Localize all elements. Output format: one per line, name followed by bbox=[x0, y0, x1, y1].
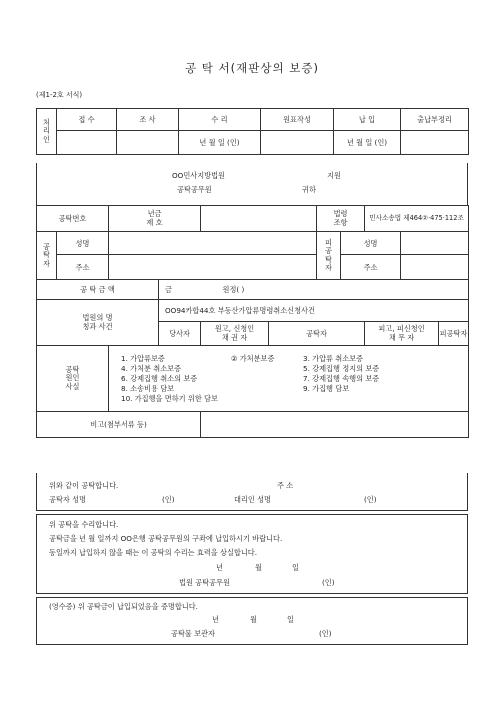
party-label: 당사자 bbox=[159, 322, 201, 346]
depositor-seal: (인) bbox=[162, 495, 175, 504]
investigation-cell[interactable] bbox=[117, 131, 179, 155]
case-depositor-label: 공탁자 bbox=[269, 322, 365, 346]
amount-prefix: 금 bbox=[165, 285, 172, 294]
acceptance-text: 위 공탁을 수리합니다. bbox=[49, 520, 119, 529]
expiry-notice: 동일까지 납입하지 않을 때는 이 공탁의 수리는 효력을 상실합니다. bbox=[49, 548, 258, 557]
receipt-year: 년 bbox=[212, 615, 219, 624]
header-investigation: 조 사 bbox=[117, 109, 179, 131]
cause-item[interactable]: 5. 강제집행 정지의 보증 bbox=[303, 363, 380, 373]
amount-suffix: 원정( ) bbox=[222, 285, 245, 294]
receipt-block bbox=[36, 597, 468, 645]
cause-label: 공탁 원인 사실 bbox=[37, 346, 109, 412]
cause-item[interactable]: 7. 강제집행 속행의 보증 bbox=[303, 373, 380, 383]
payment-date-cell[interactable]: 년 월 일 (인) bbox=[334, 131, 401, 155]
acceptance-date-cell[interactable]: 년 월 일 (인) bbox=[179, 131, 261, 155]
depositee-label: 피 공 탁 자 bbox=[317, 232, 341, 280]
officer-label: 공탁공무원 bbox=[177, 185, 212, 194]
amount-label: 공 탁 금 액 bbox=[37, 280, 159, 300]
cause-item[interactable]: 6. 강제집행 취소의 보증 bbox=[121, 373, 198, 383]
cause-item[interactable]: 10. 가집행을 면하기 위한 담보 bbox=[121, 393, 218, 403]
remarks-label: 비고(첨부서류 등) bbox=[37, 412, 201, 438]
case-label: 법원의 명 칭과 사건 bbox=[37, 300, 159, 346]
depositee-name-label: 성명 bbox=[341, 232, 401, 255]
cause-item[interactable]: 3. 가압류 취소보증 bbox=[303, 353, 364, 363]
honorific-label: 귀하 bbox=[302, 185, 316, 194]
addressee-block bbox=[36, 163, 468, 205]
depositee-name-field[interactable] bbox=[401, 232, 469, 255]
cause-item[interactable]: 9. 가집행 담보 bbox=[303, 383, 350, 393]
law-label: 법령 조항 bbox=[317, 206, 365, 232]
receipt-month: 월 bbox=[250, 615, 257, 624]
depositor-address-label: 주소 bbox=[57, 255, 109, 280]
acceptance-month: 월 bbox=[255, 563, 262, 572]
depositor-address-field[interactable] bbox=[109, 255, 317, 280]
acceptance-block bbox=[36, 514, 468, 594]
depositor-label: 공 탁 자 bbox=[37, 232, 57, 280]
plaintiff-label: 원고, 신청인 채 권 자 bbox=[201, 322, 269, 346]
deposit-number-field[interactable] bbox=[201, 206, 317, 232]
depositor-name-label: 성명 bbox=[57, 232, 109, 255]
header-ledger: 출납부정리 bbox=[401, 109, 469, 131]
document-title: 공 탁 서(재판상의 보증) bbox=[185, 61, 319, 75]
processing-label: 처 리 인 bbox=[37, 109, 57, 155]
custodian-label: 공탁물 보관자 bbox=[171, 629, 215, 638]
header-original-record: 원표작성 bbox=[261, 109, 334, 131]
cause-item[interactable]: 8. 소송비용 담보 bbox=[121, 383, 175, 393]
case-depositee-label: 피공탁자 bbox=[439, 322, 469, 346]
amount-field[interactable] bbox=[159, 280, 469, 300]
declaration-text: 위와 같이 공탁합니다. bbox=[49, 481, 119, 490]
address-label: 주 소 bbox=[277, 481, 294, 490]
original-record-cell[interactable] bbox=[261, 131, 334, 155]
receipt-text: (영수증) 위 공탁금이 납입되었음을 증명합니다. bbox=[49, 602, 198, 611]
court-officer-label: 법원 공탁공무원 bbox=[179, 578, 230, 587]
processing-table bbox=[36, 108, 469, 155]
receipt-cell[interactable] bbox=[57, 131, 117, 155]
case-name: OO94카합44호 부동산가압류명령취소신청사건 bbox=[159, 300, 469, 322]
acceptance-day: 일 bbox=[292, 563, 299, 572]
defendant-label: 피고, 피신청인 채 무 자 bbox=[365, 322, 439, 346]
ledger-cell[interactable] bbox=[401, 131, 469, 155]
remarks-field[interactable] bbox=[201, 412, 469, 438]
depositor-name-label: 공탁자 성명 bbox=[49, 495, 87, 504]
deposit-form-table bbox=[36, 205, 469, 438]
agent-name-label: 대리인 성명 bbox=[234, 495, 272, 504]
depositee-address-field[interactable] bbox=[401, 255, 469, 280]
header-payment: 납 입 bbox=[334, 109, 401, 131]
depositor-name-field[interactable] bbox=[109, 232, 317, 255]
cause-item[interactable]: 1. 가압류보증 bbox=[121, 353, 165, 363]
court-name: OO민사지방법원 bbox=[172, 171, 225, 180]
header-acceptance: 수 리 bbox=[179, 109, 261, 131]
law-value: 민사소송법 제464②·475·112조 bbox=[365, 206, 469, 232]
receipt-day: 일 bbox=[287, 615, 294, 624]
cause-item[interactable]: ② 가처분보증 bbox=[231, 353, 275, 363]
acceptance-year: 년 bbox=[216, 563, 223, 572]
officer-seal: (인) bbox=[322, 578, 335, 587]
year-no-label: 년금 제 호 bbox=[109, 206, 201, 232]
header-receipt: 접 수 bbox=[57, 109, 117, 131]
cause-item[interactable]: 4. 가처분 취소보증 bbox=[121, 363, 182, 373]
custodian-seal: (인) bbox=[319, 629, 332, 638]
depositee-address-label: 주소 bbox=[341, 255, 401, 280]
branch-label: 지원 bbox=[327, 171, 341, 180]
form-code: (제1-2호 서식) bbox=[36, 91, 83, 99]
declaration-block bbox=[36, 473, 468, 511]
agent-seal: (인) bbox=[364, 495, 377, 504]
cause-list bbox=[109, 346, 469, 412]
deposit-number-label: 공탁번호 bbox=[37, 206, 109, 232]
payment-instruction: 공탁금을 년 월 일까지 OO은행 공탁공무원의 구좌에 납입하시기 바랍니다. bbox=[49, 534, 283, 543]
